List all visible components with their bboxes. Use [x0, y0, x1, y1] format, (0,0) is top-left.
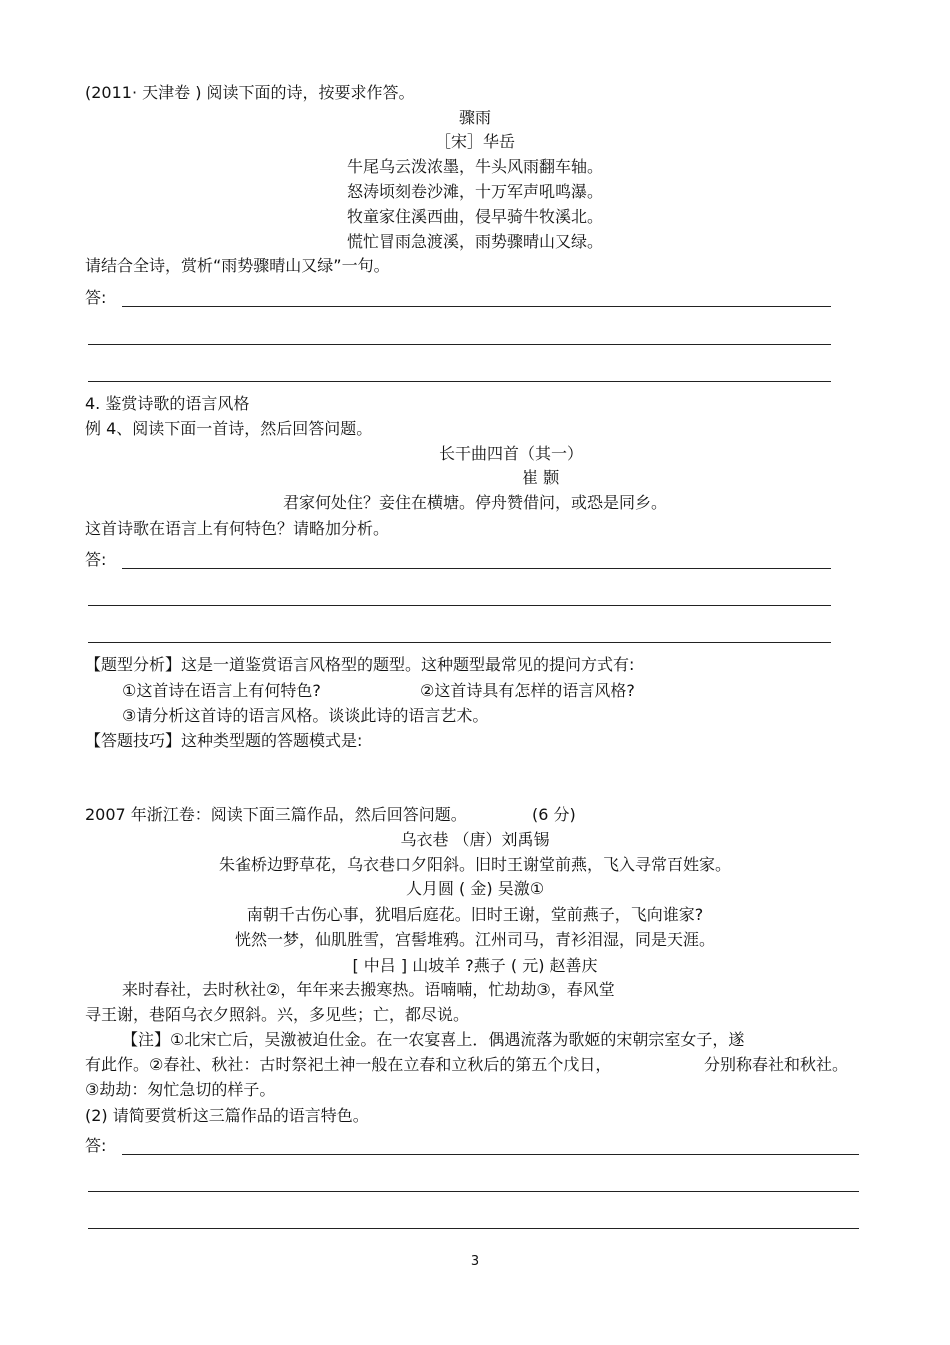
poem-title-zhouyu: 骤雨 — [458, 108, 491, 127]
poem-line: 怒涛顷刻卷沙滩，十万军声吼鸣瀑。 — [346, 182, 603, 201]
section-heading: 4. 鉴赏诗歌的语言风格 — [85, 394, 250, 413]
answer-line[interactable] — [122, 568, 831, 569]
work-line: 来时春社，去时秋社②，年年来去搬寒热。语喃喃，忙劫劫③，春风堂 — [122, 980, 615, 999]
example-intro: 例 4、阅读下面一首诗，然后回答问题。 — [85, 419, 373, 438]
answer-label: 答: — [85, 1136, 107, 1155]
answer-line[interactable] — [88, 605, 831, 606]
ask-item: ③请分析这首诗的语言风格。谈谈此诗的语言艺术。 — [122, 706, 489, 725]
question-prompt: 这首诗歌在语言上有何特色？请略加分析。 — [85, 519, 390, 538]
poem-line: 牧童家住溪西曲，侵早骑牛牧溪北。 — [346, 207, 603, 226]
answer-line[interactable] — [88, 381, 831, 382]
work-title: 人月圆 ( 金) 吴激① — [405, 879, 545, 898]
ask-item: ②这首诗具有怎样的语言风格? — [420, 681, 635, 700]
question-prompt: (2) 请简要赏析这三篇作品的语言特色。 — [85, 1106, 369, 1125]
question-2011-prompt: 请结合全诗，赏析“雨势骤晴山又绿”一句。 — [85, 256, 390, 275]
page-number: 3 — [470, 1254, 480, 1269]
poem-author-huayue: ［宋］华岳 — [434, 132, 515, 151]
answer-line[interactable] — [122, 306, 831, 307]
note-line: ③劫劫：匆忙急切的样子。 — [85, 1080, 276, 1099]
work-title: 乌衣巷 （唐）刘禹锡 — [400, 830, 550, 849]
work-line: 恍然一梦，仙肌胜雪，宫髻堆鸦。江州司马，青衫泪湿，同是天涯。 — [234, 930, 715, 949]
score-label: (6 分) — [532, 805, 576, 824]
answer-line[interactable] — [122, 1154, 859, 1155]
poem-line: 慌忙冒雨急渡溪，雨势骤晴山又绿。 — [346, 232, 603, 251]
poem-line: 牛尾乌云泼浓墨，牛头风雨翻车轴。 — [346, 157, 603, 176]
answer-line[interactable] — [88, 1191, 859, 1192]
work-line: 寻王谢，巷陌乌衣夕照斜。兴，多见些；亡，都尽说。 — [85, 1005, 470, 1024]
answer-label: 答: — [85, 550, 107, 569]
work-line: 朱雀桥边野草花，乌衣巷口夕阳斜。旧时王谢堂前燕，飞入寻常百姓家。 — [218, 855, 731, 874]
question-type-analysis: 【题型分析】这是一道鉴赏语言风格型的题型。这种题型最常见的提问方式有: — [85, 655, 635, 674]
work-title: [ 中吕 ] 山坡羊 ?燕子 ( 元) 赵善庆 — [352, 956, 598, 975]
poem-author-cuihao: 崔 颢 — [522, 468, 560, 487]
poem-line: 君家何处住？妾住在横塘。停舟赞借问，或恐是同乡。 — [282, 493, 667, 512]
answer-line[interactable] — [88, 642, 831, 643]
question-2011-intro: (2011· 天津卷 ) 阅读下面的诗，按要求作答。 — [85, 83, 415, 102]
answer-line[interactable] — [88, 1228, 859, 1229]
poem-title-changgan: 长干曲四首（其一） — [439, 444, 584, 463]
answer-tips: 【答题技巧】这种类型题的答题模式是: — [85, 731, 363, 750]
work-line: 南朝千古伤心事，犹唱后庭花。旧时王谢，堂前燕子，飞向谁家? — [246, 905, 704, 924]
question-2007-intro: 2007 年浙江卷：阅读下面三篇作品，然后回答问题。 — [85, 805, 467, 824]
note-line: 【注】①北宋亡后，吴激被迫仕金。在一农宴喜上．偶遇流落为歌姬的宋朝宗室女子，遂 — [122, 1030, 745, 1049]
answer-line[interactable] — [88, 344, 831, 345]
ask-item: ①这首诗在语言上有何特色? — [122, 681, 321, 700]
answer-label: 答: — [85, 288, 107, 307]
note-line: 有此作。②春社、秋社：古时祭祀土神一般在立春和立秋后的第五个戊日， — [85, 1055, 612, 1074]
note-line: 分别称春社和秋社。 — [704, 1055, 849, 1074]
